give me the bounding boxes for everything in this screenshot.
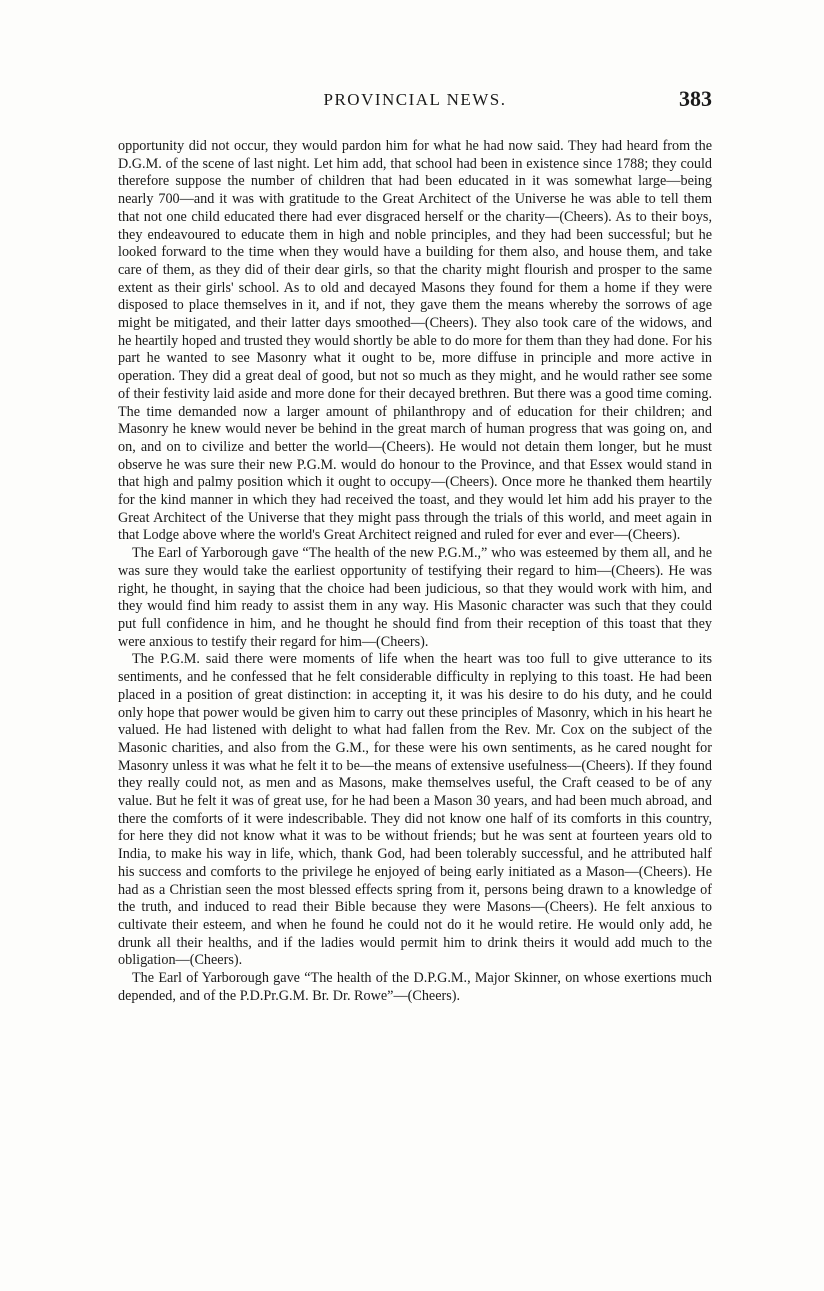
paragraph-toast-new-pgm: The Earl of Yarborough gave “The health of the new P.G.M.,” who was esteemed by them all, and he was sure they would take the earliest opportunity of testifying their regard to him—(Cheers). He was right, he thought, in saying that the choice had been judicious, so that they would work with him, and they would find him ready to assist them in any way. His Masonic character was such that they could put full confidence in him, and he thought he should find from their reception of this toast that they were anxious to testify their regard for him—(Cheers).: [118, 545, 712, 650]
paragraph-speech-continued: opportunity did not occur, they would pardon him for what he had now said. They had heard from the D.G.M. of the scene of last night. Let him add, that school had been in existence since 1788; they could therefore suppose the number of children that had been educated in it was somewhat large—being nearly 700—and it was with gratitude to the Great Architect of the Universe he was able to tell them that not one child educated there had ever disgraced herself or the charity—(Cheers). As to their boys, they endeavoured to educate them in high and noble principles, and they had been successful; but he looked forward to the time when they would have a building for them also, and house them, and take care of them, as they did of their dear girls, so that the charity might flourish and prosper to the same extent as their girls' school. As to old and decayed Masons they found for them a home if they were disposed to place themselves in it, and if not, they gave them the means whereby the sorrows of age might be mitigated, and their latter days smoothed—(Cheers). They also took care of the widows, and he heartily hoped and trusted they would shortly be able to do more for them than they had done. For his part he wanted to see Masonry what it ought to be, more diffuse in principle and more active in operation. They did a great deal of good, but not so much as they might, and he would rather see some of their festivity laid aside and more done for their decayed brethren. But there was a good time coming. The time demanded now a larger amount of philanthropy and of education for their children; and Masonry he knew would never be behind in the great march of human progress that was going on, and on, and on to civilize and better the world—(Cheers). He would not detain them longer, but he must observe he was sure their new P.G.M. would do honour to the Province, and that Essex would stand in that high and palmy position which it ought to occupy—(Cheers). Once more he thanked them heartily for the kind manner in which they had received the toast, and they would let him add his prayer to the Great Architect of the Universe that they might pass through the trials of this world, and meet again in that Lodge above where the world's Great Architect reigned and ruled for ever and ever—(Cheers).: [118, 138, 712, 544]
running-head: [118, 86, 712, 116]
page-number: 383: [679, 86, 712, 111]
paragraph-pgm-reply: The P.G.M. said there were moments of life when the heart was too full to give utterance to its sentiments, and he confessed that he felt considerable difficulty in replying to this toast. He had been placed in a position of great distinction: in accepting it, it was his desire to do his duty, and he could only hope that power would be given him to carry out these principles of Masonry, which in his heart he valued. He had listened with delight to what had fallen from the Rev. Mr. Cox on the subject of the Masonic charities, and also from the G.M., for these were his own sentiments, as he cared nought for Masonry unless it was what he felt it to be—the means of extensive usefulness—(Cheers). If they found they really could not, as men and as Masons, make themselves useful, the Craft ceased to be of any value. But he felt it was of great use, for he had been a Mason 30 years, and had been much abroad, and there the comforts of it were indescribable. They did not know one half of its comforts in this country, for here they did not know what it was to be without friends; but he was sent at fourteen years old to India, to make his way in life, which, thank God, had been tolerably successful, and he attributed half his success and comforts to the privilege he enjoyed of being early initiated as a Mason—(Cheers). He had as a Christian seen the most blessed effects spring from it, persons being drawn to a knowledge of the truth, and induced to read their Bible because they were Masons—(Cheers). He felt anxious to cultivate their esteem, and when he found he could not do it he would retire. He would only add, he drunk all their healths, and if the ladies would permit him to drink theirs it would add much to the obligation—(Cheers).: [118, 651, 712, 969]
article-body: [118, 138, 712, 1005]
running-title: PROVINCIAL NEWS.: [323, 90, 507, 109]
paragraph-toast-dpgm: The Earl of Yarborough gave “The health of the D.P.G.M., Major Skinner, on whose exertions much depended, and of the P.D.Pr.G.M. Br. Dr. Rowe”—(Cheers).: [118, 970, 712, 1004]
